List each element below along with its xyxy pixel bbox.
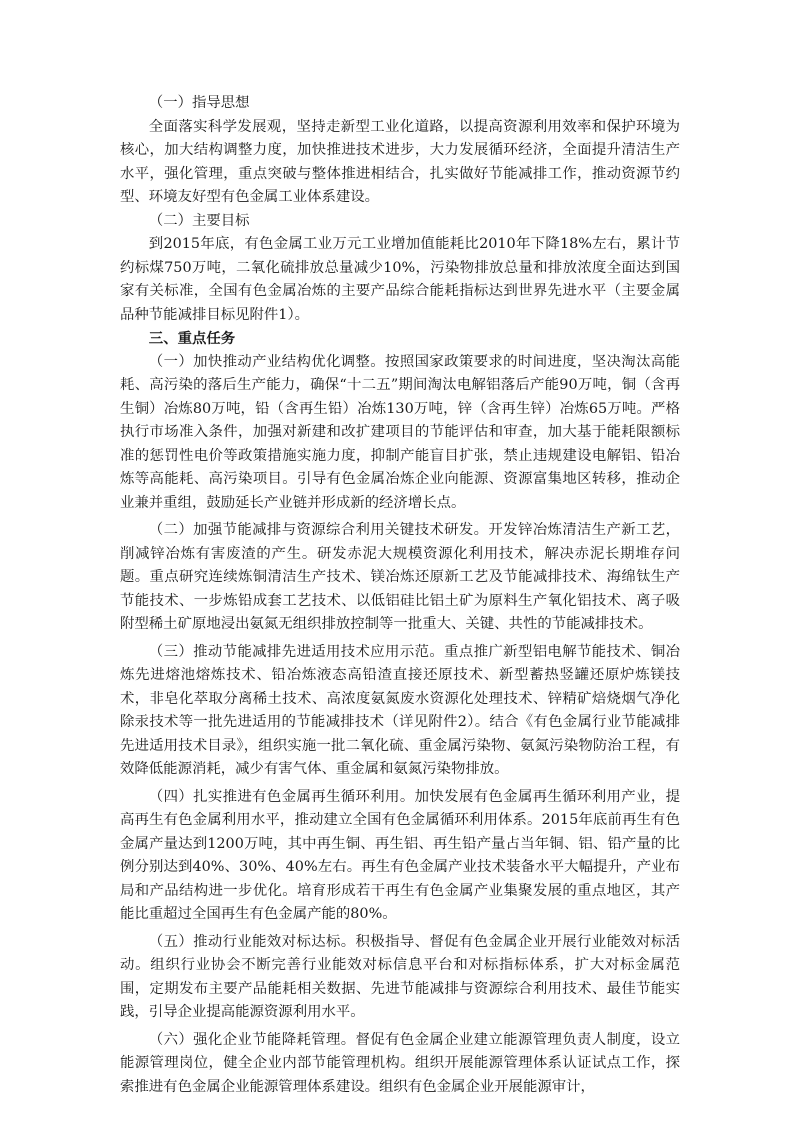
paragraph-guiding-ideology: 全面落实科学发展观，坚持走新型工业化道路，以提高资源利用效率和保护环境为核心，加大结构调整力度，加快推进技术进步，大力发展循环经济，全面提升清洁生产水平，强化管理，重点突破与整体推进相结合，扎实做好节能减排工作，推动资源节约型、环境友好型有色金属工业体系建设。 [120, 118, 680, 205]
heading-guiding-ideology: （一）指导思想 [148, 95, 250, 111]
paragraph-task-3: （三）推动节能减排先进适用技术应用示范。重点推广新型铝电解节能技术、铜冶炼先进熔池熔炼技术、铅冶炼液态高铅渣直接还原技术、新型蓄热竖罐还原炉炼镁技术，非皂化萃取分离稀土技术、高浓度氨氮废水资源化处理技术、锌精矿焙烧烟气净化除汞技术等一批先进适用的节能减排技术（详见附件2）。结合《有色金属行业节能减排先进适用技术目录》，组织实施一批二氧化硫、重金属污染物、氨氮污染物防治工程，有效降低能源消耗，减少有害气体、重金属和氨氮污染物排放。 [120, 643, 680, 777]
paragraph-task-2: （二）加强节能减排与资源综合利用关键技术研发。开发锌冶炼清洁生产新工艺，削减锌冶炼有害废渣的产生。研发赤泥大规模资源化利用技术，解决赤泥长期堆存问题。重点研究连续炼铜清洁生产技术、镁冶炼还原新工艺及节能减排技术、海绵钛生产节能技术、一步炼铅成套工艺技术、以低铝硅比铝土矿为原料生产氧化铝技术、离子吸附型稀土矿原地浸出氨氮无组织排放控制等一批重大、关键、共性的节能减排技术。 [120, 522, 680, 632]
heading-main-goals: （二）主要目标 [148, 212, 250, 229]
paragraph-main-goals: 到2015年底，有色金属工业万元工业增加值能耗比2010年下降18%左右，累计节约标煤750万吨，二氧化硫排放总量减少10%，污染物排放总量和排放浓度全面达到国家有关标准，全国有色金属冶炼的主要产品综合能耗指标达到世界先进水平（主要金属品种节能减排目标见附件1）。 [120, 236, 680, 323]
section-title-key-tasks: 三、重点任务 [148, 330, 236, 347]
paragraph-task-4: （四）扎实推进有色金属再生循环利用。加快发展有色金属再生循环利用产业，提高再生有色金属利用水平，推动建立全国有色金属循环利用体系。2015年底前再生有色金属产量达到1200万吨，其中再生铜、再生铝、再生铅产量占当年铜、铝、铅产量的比例分别达到40%、30%、40%左右。再生有色金属产业技术装备水平大幅提升，产业布局和产品结构进一步优化。培育形成若干再生有色金属产业集聚发展的重点地区，其产能比重超过全国再生有色金属产能的80%。 [120, 788, 680, 922]
paragraph-task-6: （六）强化企业节能降耗管理。督促有色金属企业建立能源管理负责人制度，设立能源管理岗位，健全企业内部节能管理机构。组织开展能源管理体系认证试点工作，探索推进有色金属企业能源管理体系建设。组织有色金属企业开展能源审计， [120, 1031, 680, 1095]
paragraph-task-5: （五）推动行业能效对标达标。积极指导、督促有色金属企业开展行业能效对标活动。组织行业协会不断完善行业能效对标信息平台和对标指标体系，扩大对标金属范围，定期发布主要产品能耗相关数据、先进节能减排与资源综合利用技术、最佳节能实践，引导企业提高能源资源利用水平。 [120, 933, 680, 1020]
document-body [120, 92, 680, 1099]
paragraph-task-1: （一）加快推动产业结构优化调整。按照国家政策要求的时间进度，坚决淘汰高能耗、高污染的落后生产能力，确保“十二五”期间淘汰电解铝落后产能90万吨，铜（含再生铜）冶炼80万吨，铅（含再生铅）冶炼130万吨，锌（含再生锌）冶炼65万吨。严格执行市场准入条件，加强对新建和改扩建项目的节能评估和审查，加大基于能耗限额标准的惩罚性电价等政策措施实施力度，抑制产能盲目扩张，禁止违规建设电解铝、铅冶炼等高能耗、高污染项目。引导有色金属冶炼企业向能源、资源富集地区转移，推动企业兼并重组，鼓励延长产业链并形成新的经济增长点。 [120, 353, 680, 511]
